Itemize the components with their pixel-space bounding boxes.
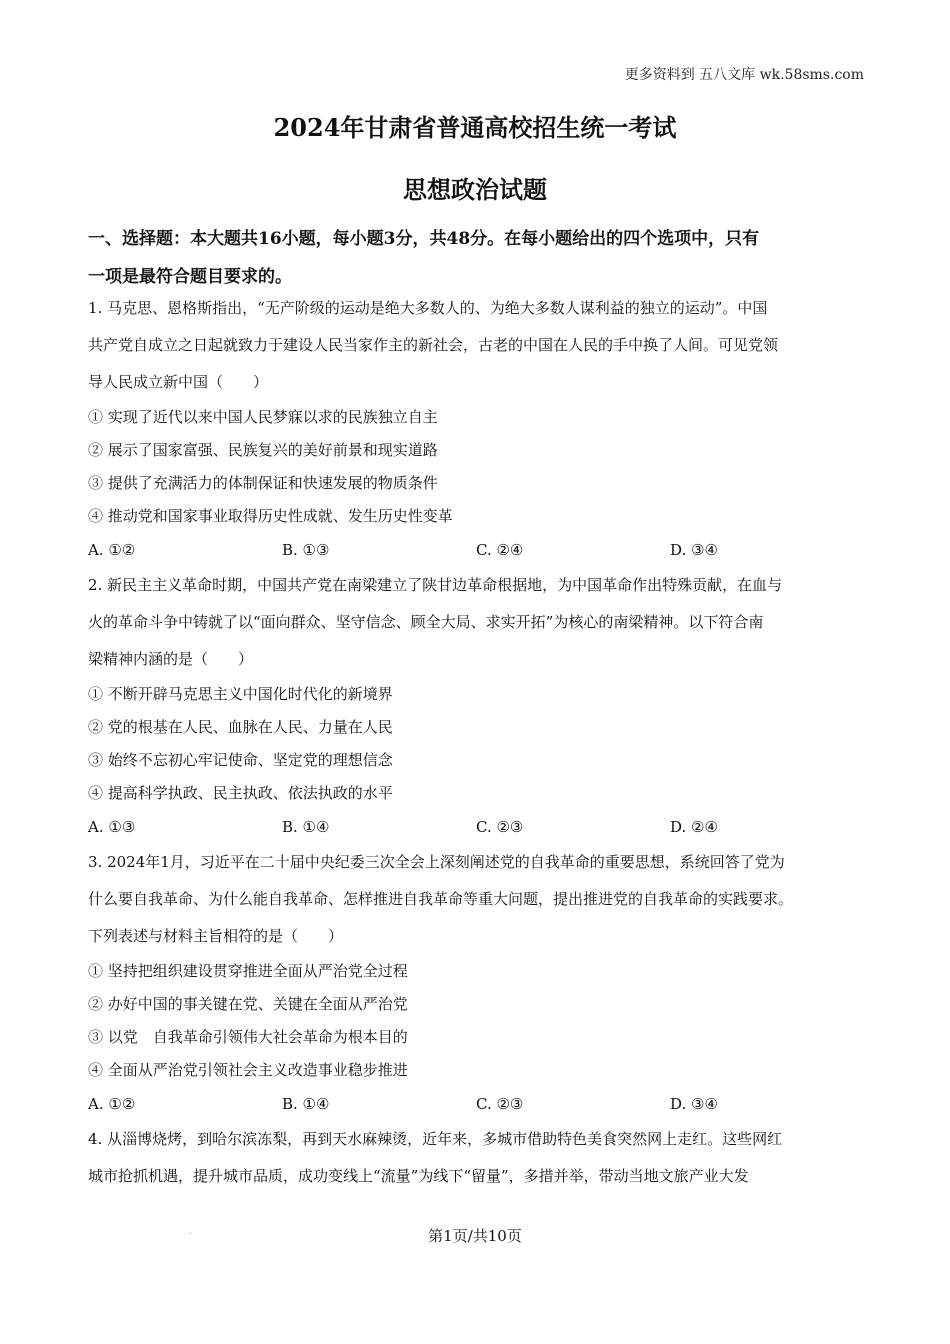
answer-choice-d: D. ②④ <box>670 818 718 836</box>
question-stem-line: 火的革命斗争中铸就了以“面向群众、坚守信念、顾全大局、求实开拓”为核心的南梁精神。以下符合南 <box>88 613 764 631</box>
question-4 <box>88 1121 868 1195</box>
question-stem-line: 什么要自我革命、为什么能自我革命、怎样推进自我革命等重大问题，提出推进党的自我革命的实践要求。 <box>88 890 794 908</box>
question-stem-line: 2. 新民主主义革命时期，中国共产党在南梁建立了陕甘边革命根据地，为中国革命作出特殊贡献，在血与 <box>88 576 783 594</box>
question-stem-line: 城市抢抓机遇，提升城市品质，成功变线上“流量”为线下“留量”，多措并举，带动当地文旅产业大发 <box>88 1167 749 1185</box>
statement-option: ① 不断开辟马克思主义中国化时代化的新境界 <box>88 685 393 703</box>
section-heading-line: 一项是最符合题目要求的。 <box>88 267 292 287</box>
answer-choice-b: B. ①③ <box>282 541 330 559</box>
exam-subtitle: 思想政治试题 <box>403 175 547 204</box>
statement-option: ④ 推动党和国家事业取得历史性成就、发生历史性变革 <box>88 507 453 525</box>
question-stem-line: 导人民成立新中国（ ） <box>88 373 269 391</box>
statement-option: ② 党的根基在人民、血脉在人民、力量在人民 <box>88 718 393 736</box>
statement-option: ④ 全面从严治党引领社会主义改造事业稳步推进 <box>88 1061 408 1079</box>
answer-choices <box>88 1087 868 1121</box>
statement-option: ② 办好中国的事关键在党、关键在全面从严治党 <box>88 995 408 1013</box>
answer-choice-c: C. ②③ <box>476 1095 524 1113</box>
question-stem-line: 共产党自成立之日起就致力于建设人民当家作主的新社会，古老的中国在人民的手中换了人间。可见党领 <box>88 336 779 354</box>
statement-option: ① 实现了近代以来中国人民梦寐以求的民族独立自主 <box>88 408 438 426</box>
answer-choice-d: D. ③④ <box>670 1095 718 1113</box>
question-1 <box>88 290 868 567</box>
answer-choice-a: A. ①② <box>88 1095 136 1113</box>
question-stem-line: 4. 从淄博烧烤，到哈尔滨冻梨，再到天水麻辣烫，近年来，多城市借助特色美食突然网上走红。这些网红 <box>88 1130 783 1148</box>
header-note: 更多资料到 五八文库 wk.58sms.com <box>624 67 864 83</box>
statement-option: ④ 提高科学执政、民主执政、依法执政的水平 <box>88 784 393 802</box>
statement-option: ③ 以党 自我革命引领伟大社会革命为根本目的 <box>88 1028 408 1046</box>
statement-option: ② 展示了国家富强、民族复兴的美好前景和现实道路 <box>88 441 438 459</box>
answer-choice-c: C. ②③ <box>476 818 524 836</box>
question-stem-line: 3. 2024年1月，习近平在二十届中央纪委三次全会上深刻阐述党的自我革命的重要思想，系统回答了党为 <box>88 853 785 871</box>
section-heading <box>88 220 868 296</box>
answer-choice-c: C. ②④ <box>476 541 524 559</box>
answer-choices <box>88 533 868 567</box>
statement-option: ① 坚持把组织建设贯穿推进全面从严治党全过程 <box>88 962 408 980</box>
statement-option: ③ 始终不忘初心牢记使命、坚定党的理想信念 <box>88 751 393 769</box>
answer-choice-b: B. ①④ <box>282 818 330 836</box>
answer-choices <box>88 810 868 844</box>
question-list <box>88 290 868 1195</box>
question-stem-line: 下列表述与材料主旨相符的是（ ） <box>88 927 344 945</box>
section-heading-line: 一、选择题：本大题共16小题，每小题3分，共48分。在每小题给出的四个选项中，只有 <box>88 229 760 249</box>
exam-title: 2024年甘肃省普通高校招生统一考试 <box>273 113 677 142</box>
question-stem-line: 梁精神内涵的是（ ） <box>88 650 254 668</box>
page-number: 第1页/共10页 <box>428 1227 522 1245</box>
answer-choice-a: A. ①③ <box>88 818 136 836</box>
question-3 <box>88 844 868 1121</box>
question-2 <box>88 567 868 844</box>
footer-mark: . <box>189 1227 192 1236</box>
question-stem-line: 1. 马克思、恩格斯指出，“无产阶级的运动是绝大多数人的、为绝大多数人谋利益的独立的运动”。中国 <box>88 299 768 317</box>
statement-option: ③ 提供了充满活力的体制保证和快速发展的物质条件 <box>88 474 438 492</box>
answer-choice-d: D. ③④ <box>670 541 718 559</box>
answer-choice-b: B. ①④ <box>282 1095 330 1113</box>
answer-choice-a: A. ①② <box>88 541 136 559</box>
